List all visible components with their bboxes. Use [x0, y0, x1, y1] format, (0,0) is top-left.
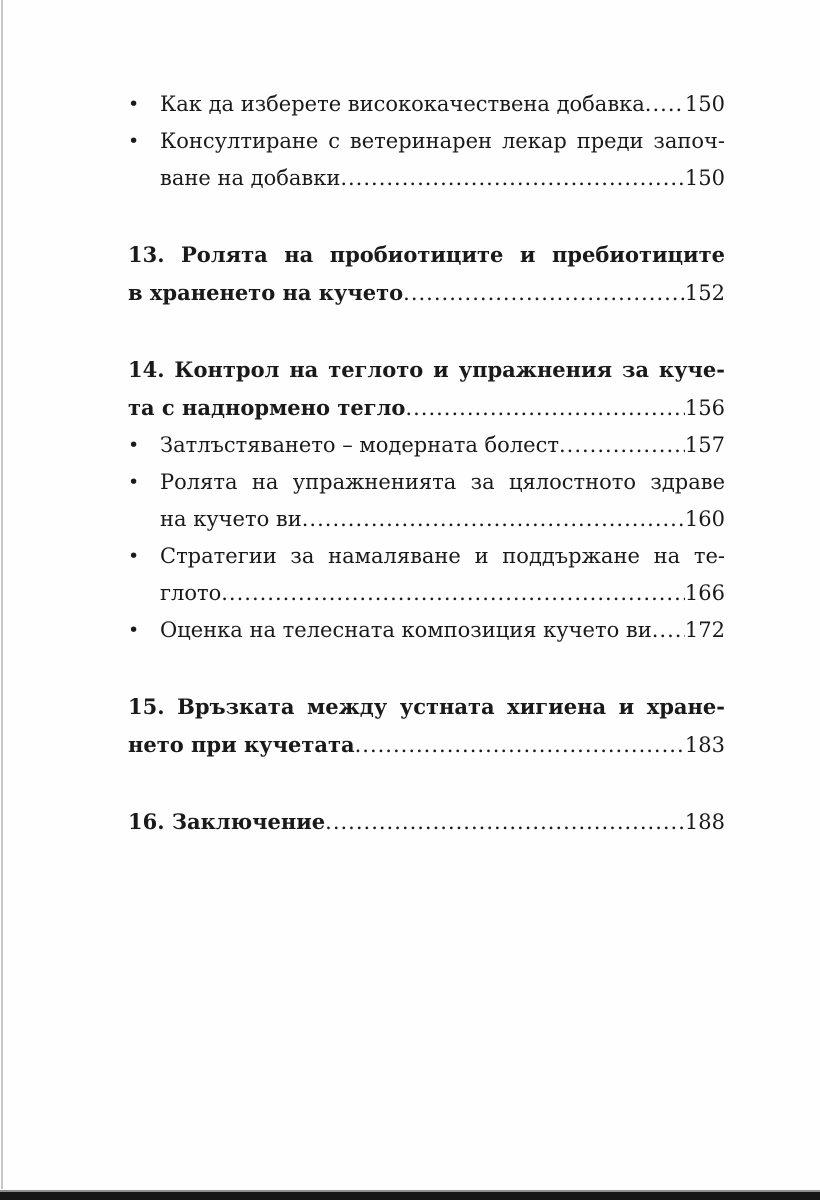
dot-leader — [355, 726, 685, 764]
table-of-contents — [128, 86, 725, 841]
toc-entry-text: в храненето на кучето — [128, 280, 404, 305]
toc-entry — [128, 464, 725, 538]
toc-entry — [128, 427, 725, 464]
toc-entry — [128, 123, 725, 197]
page-number: 166 — [684, 581, 725, 605]
toc-entry-line: Ролята на упражненията за цялостното здраве — [160, 470, 725, 494]
dot-leader — [645, 86, 685, 123]
toc-entry-text: 16. Заключение — [128, 809, 326, 834]
dot-leader — [403, 274, 685, 312]
toc-chapter-entry — [128, 803, 725, 841]
toc-entry-text: на кучето ви — [160, 507, 302, 531]
toc-entry-lastline — [160, 612, 725, 649]
toc-entry-lastline — [160, 160, 725, 197]
page-number: 157 — [684, 433, 725, 457]
toc-entry-lastline — [128, 803, 725, 841]
toc-entry-text: ване на добавки — [160, 166, 341, 190]
toc-entry-line: 15. Връзката между устната хигиена и хране- — [128, 694, 725, 719]
toc-entry — [128, 538, 725, 612]
toc-entry-lastline — [160, 575, 725, 612]
dot-leader — [302, 501, 685, 538]
bullet-icon: • — [128, 471, 140, 493]
dot-leader — [325, 803, 685, 841]
page-number: 160 — [684, 507, 725, 531]
toc-entry-lastline — [128, 274, 725, 312]
bullet-icon: • — [128, 434, 140, 456]
page-number: 172 — [684, 618, 725, 642]
page-number: 150 — [684, 166, 725, 190]
page-number: 156 — [684, 396, 725, 420]
toc-entry-text: глото — [160, 581, 222, 605]
toc-entry — [128, 86, 725, 123]
dot-leader — [559, 427, 685, 464]
dot-leader — [405, 389, 684, 427]
bullet-icon: • — [128, 545, 140, 567]
toc-entry-line: 13. Ролята на пробиотиците и пребиотиците — [128, 242, 725, 267]
scan-edge-bottom — [0, 1190, 820, 1200]
toc-entry-text: та с наднормено тегло — [128, 395, 406, 420]
toc-entry-text: нето при кучетата — [128, 732, 355, 757]
toc-chapter-entry — [128, 236, 725, 312]
dot-leader — [221, 575, 685, 612]
toc-entry-body — [160, 123, 725, 197]
toc-entry-body — [160, 427, 725, 464]
bullet-icon: • — [128, 93, 140, 115]
toc-entry-lastline — [160, 427, 725, 464]
bullet-icon: • — [128, 130, 140, 152]
page-number: 150 — [684, 92, 725, 116]
dot-leader — [340, 160, 685, 197]
page-number: 152 — [684, 281, 725, 305]
toc-entry-line: Стратегии за намаляване и поддържане на те- — [160, 544, 725, 568]
toc-chapter-entry — [128, 351, 725, 427]
toc-entry-text: Как да изберете висококачествена добавка — [160, 92, 645, 116]
toc-entry-lastline — [160, 86, 725, 123]
page-number: 183 — [684, 733, 725, 757]
toc-entry-body — [160, 86, 725, 123]
toc-entry-body — [160, 612, 725, 649]
toc-chapter-entry — [128, 688, 725, 764]
page-edge-shadow-left — [1, 0, 3, 1189]
toc-entry-lastline — [160, 501, 725, 538]
toc-entry-lastline — [128, 726, 725, 764]
bullet-icon: • — [128, 619, 140, 641]
toc-entry — [128, 612, 725, 649]
dot-leader — [652, 612, 685, 649]
toc-entry-text: Оценка на телесната композиция кучето ви — [160, 618, 652, 642]
toc-entry-text: Затлъстяването – модерната болест — [160, 433, 559, 457]
toc-entry-body — [160, 464, 725, 538]
toc-entry-line: 14. Контрол на теглото и упражнения за куче- — [128, 357, 725, 382]
page-number: 188 — [684, 810, 725, 834]
toc-entry-body — [160, 538, 725, 612]
toc-entry-lastline — [128, 389, 725, 427]
toc-entry-line: Консултиране с ветеринарен лекар преди започ- — [160, 129, 725, 153]
